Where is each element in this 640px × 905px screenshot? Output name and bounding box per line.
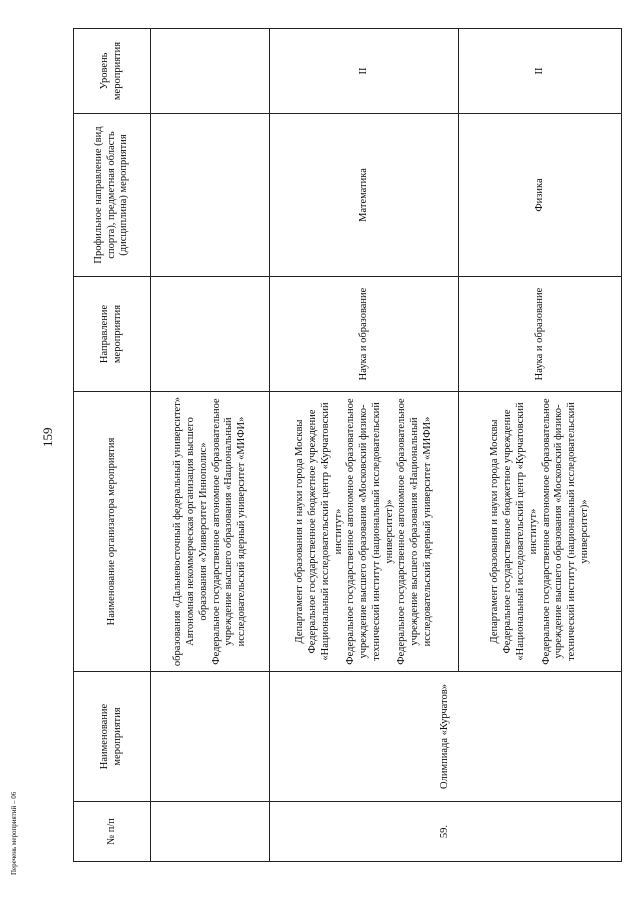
cell-organizer	[151, 392, 270, 672]
organizer-line: Федеральное государственное автономное образовательное учреждение высшего образования «Московский физико-технический институт (национальный исследовательский университет)»	[345, 398, 395, 665]
organizer-line: Федеральное государственное автономное образовательное учреждение высшего образования «Национальный исследовательский ядерный университет «МИФИ»	[210, 398, 248, 665]
table-header-row	[74, 29, 151, 862]
cell-organizer	[270, 392, 459, 672]
header-num: № п/п	[74, 802, 151, 862]
organizer-line: Федеральное государственное бюджетное учреждение «Национальный исследовательский центр «Курчатовский институт»	[306, 402, 344, 661]
table-row	[270, 29, 459, 862]
cell-num: 59.	[270, 802, 622, 862]
organizer-line: Автономная некоммерческая организация высшего образования «Университет Иннополис»	[184, 417, 209, 646]
cell-direction: Наука и образование	[459, 277, 622, 392]
organizer-line: Департамент образования и науки города Москвы	[294, 419, 306, 644]
cell-num	[151, 802, 270, 862]
organizer-line: Федеральное государственное автономное образовательное учреждение высшего образования «Московский физико-технический институт (национальный исследовательский университет)»	[540, 398, 590, 665]
table-row	[151, 29, 270, 862]
organizer-line: образования «Дальневосточный федеральный университет»	[172, 396, 184, 667]
organizer-line: Федеральное государственное бюджетное учреждение «Национальный исследовательский центр «Курчатовский институт»	[502, 402, 539, 661]
cell-profile: Физика	[459, 114, 622, 277]
header-direction: Направление мероприятия	[74, 277, 151, 392]
header-profile: Профильное направление (вид спорта), предметная область (дисциплина) мероприятия	[74, 114, 151, 277]
footer-note: Перечень мероприятий – 06	[10, 791, 18, 875]
organizer-line: Департамент образования и науки города Москвы	[489, 419, 501, 644]
cell-direction	[151, 277, 270, 392]
cell-name: Олимпиада «Курчатов»	[270, 672, 622, 802]
rotated-table-container	[73, 29, 608, 862]
cell-level: II	[270, 29, 459, 114]
cell-profile	[151, 114, 270, 277]
cell-organizer	[459, 392, 622, 672]
cell-name	[151, 672, 270, 802]
cell-profile: Математика	[270, 114, 459, 277]
header-level: Уровень мероприятия	[74, 29, 151, 114]
cell-direction: Наука и образование	[270, 277, 459, 392]
page-number: 159	[40, 427, 55, 447]
header-organizer: Наименование организатора мероприятия	[74, 392, 151, 672]
organizer-line: Федеральное государственное автономное образовательное учреждение высшего образования «Национальный исследовательский ядерный университет «МИФИ»	[396, 398, 434, 665]
cell-level	[151, 29, 270, 114]
cell-level: II	[459, 29, 622, 114]
events-table	[73, 28, 622, 862]
header-name: Наименование мероприятия	[74, 672, 151, 802]
